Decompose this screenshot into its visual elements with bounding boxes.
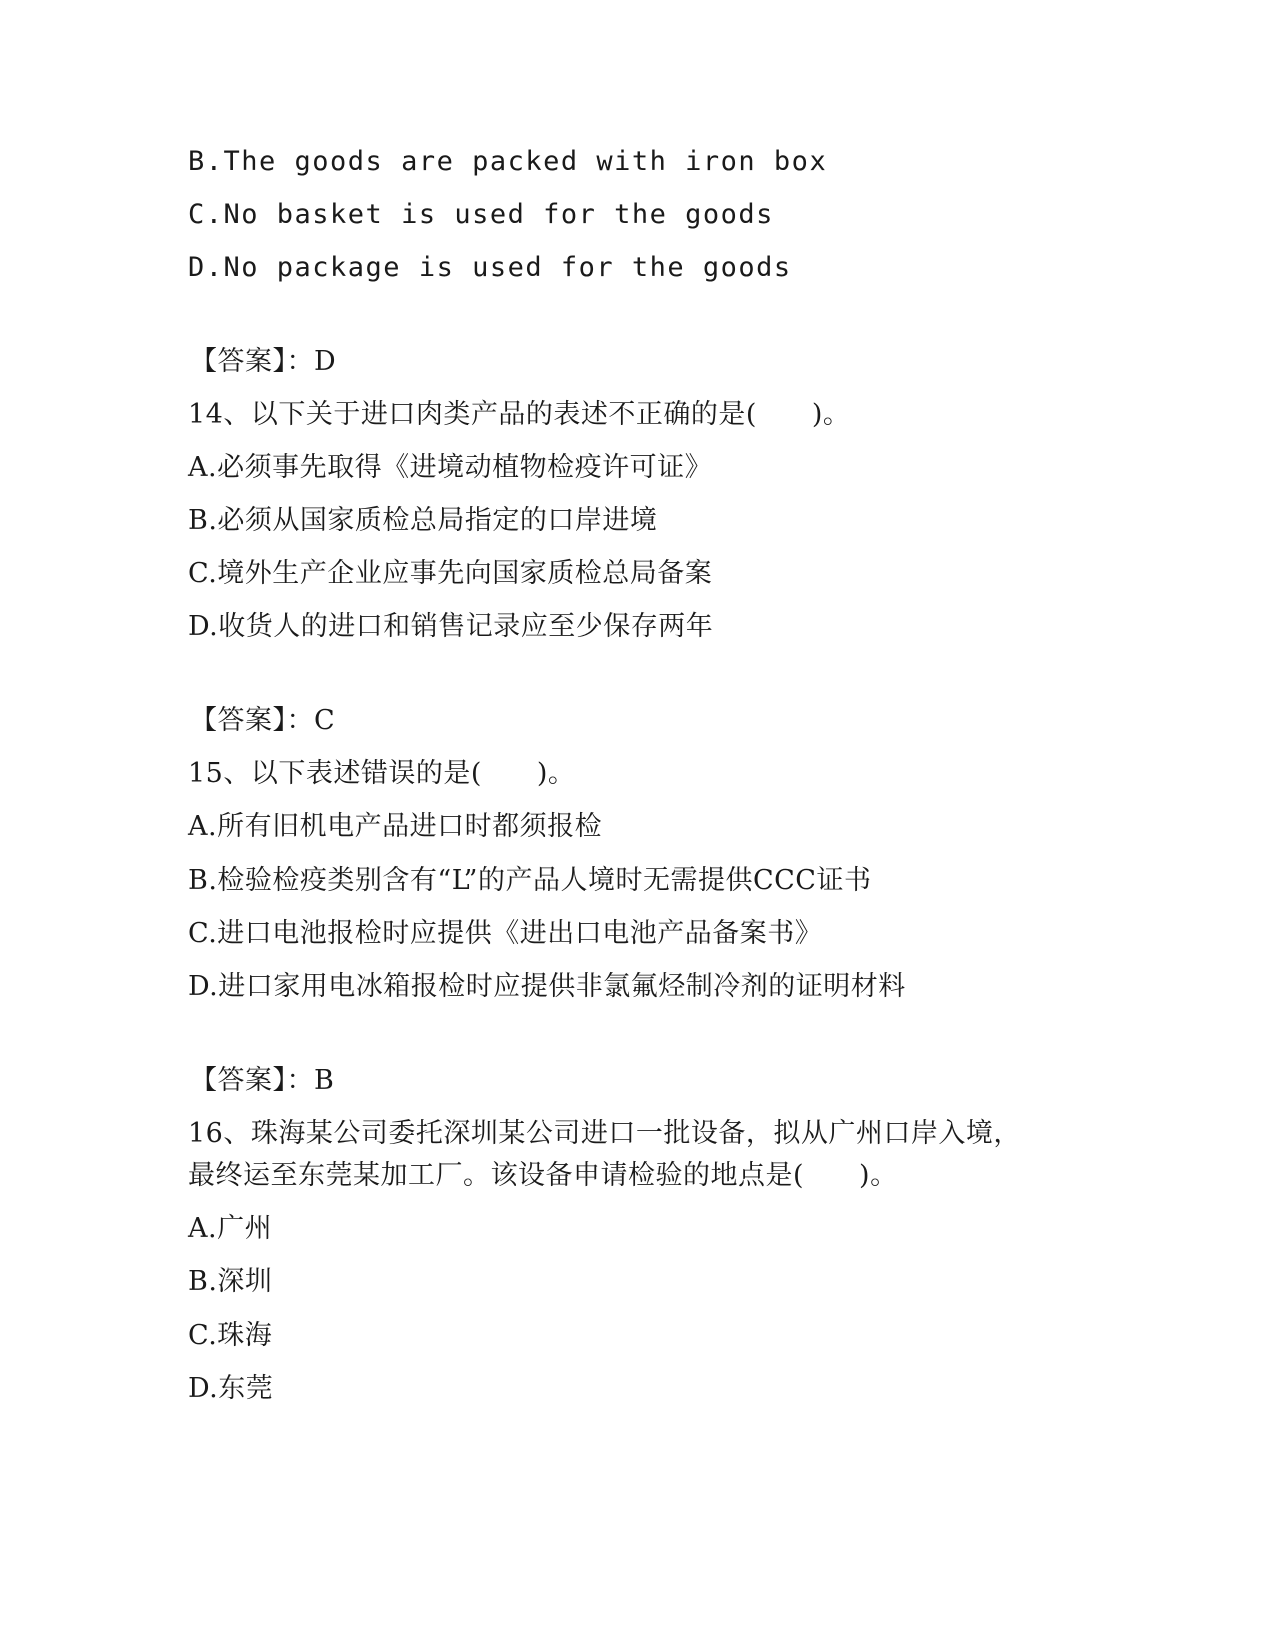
q14-question: 14、以下关于进口肉类产品的表述不正确的是( )。 <box>188 399 851 430</box>
q16-question-line1: 16、珠海某公司委托深圳某公司进口一批设备，拟从广州口岸入境， <box>188 1118 1021 1149</box>
q13-option-d: D.No package is used for the goods <box>188 252 792 283</box>
q13-option-c: C.No basket is used for the goods <box>188 199 774 230</box>
q16-question-line2: 最终运至东莞某加工厂。该设备申请检验的地点是( )。 <box>188 1160 898 1191</box>
q16-option-c: C.珠海 <box>188 1320 273 1351</box>
q16-option-d: D.东莞 <box>188 1373 274 1404</box>
q15-answer: 【答案】：B <box>190 1065 335 1096</box>
q14-option-a: A.必须事先取得《进境动植物检疫许可证》 <box>188 452 713 483</box>
q15-question: 15、以下表述错误的是( )。 <box>188 758 576 789</box>
q15-option-d: D.进口家用电冰箱报检时应提供非氯氟烃制冷剂的证明材料 <box>188 971 906 1002</box>
q15-option-a: A.所有旧机电产品进口时都须报检 <box>188 811 603 842</box>
q14-option-b: B.必须从国家质检总局指定的口岸进境 <box>188 505 658 536</box>
q16-option-a: A.广州 <box>188 1213 273 1244</box>
q15-option-b: B.检验检疫类别含有“L”的产品人境时无需提供CCC证书 <box>188 865 872 896</box>
q14-option-c: C.境外生产企业应事先向国家质检总局备案 <box>188 558 713 589</box>
q14-option-d: D.收货人的进口和销售记录应至少保存两年 <box>188 611 714 642</box>
q14-answer: 【答案】：C <box>190 705 336 736</box>
q13-option-b: B.The goods are packed with iron box <box>188 146 828 177</box>
q13-answer: 【答案】：D <box>190 346 337 377</box>
q16-option-b: B.深圳 <box>188 1266 273 1297</box>
q15-option-c: C.进口电池报检时应提供《进出口电池产品备案书》 <box>188 918 823 949</box>
